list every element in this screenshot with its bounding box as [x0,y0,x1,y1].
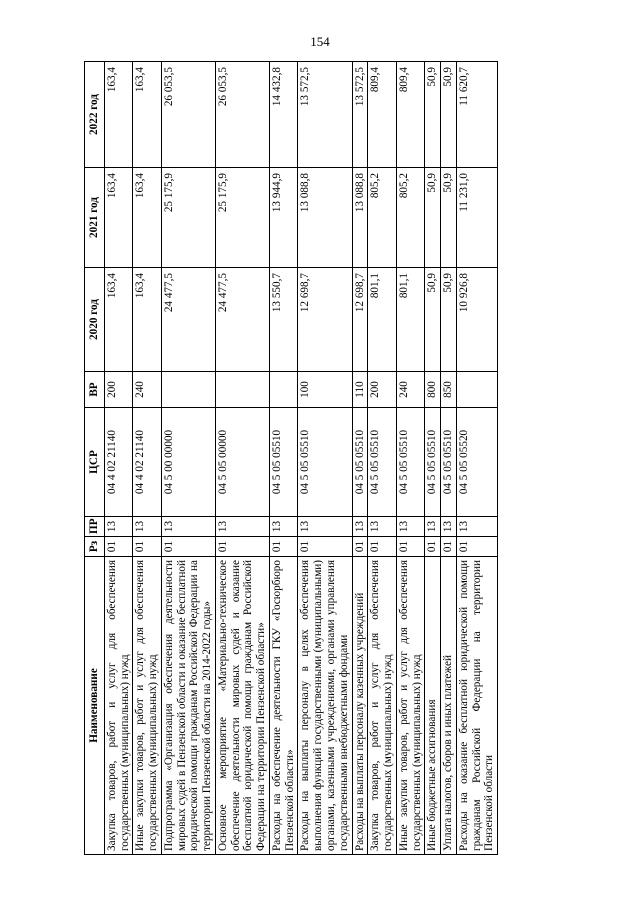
table-row [425,62,441,855]
table-cell-rz: 01 [269,537,298,557]
table-cell-csr: 04 5 05 05510 [368,408,397,517]
table-cell-vr: 240 [133,372,162,408]
table-cell-2021: 50,9 [425,168,441,268]
table-cell-2022: 50,9 [425,62,441,168]
table-cell-name: Закупка товаров, работ и услуг для обеспечения государственных (муниципальных) нужд [368,557,397,855]
table-cell-2021: 11 231,0 [456,168,497,268]
table-cell-csr: 04 5 00 00000 [161,408,215,517]
table-cell-2022: 14 432,8 [269,62,298,168]
table-cell-2020: 13 550,7 [269,268,298,372]
table-cell-name: Основное мероприятие «Материально-техническое обеспечение деятельности мировых судей и оказание бесплатной юридической помощи гражданам Российской Федерации на территории Пензенской области» [215,557,269,855]
header-vr: ВР [85,372,105,408]
table-cell-vr [269,372,298,408]
table-cell-pr: 13 [133,517,162,537]
table-cell-rz: 01 [215,537,269,557]
table-cell-vr: 800 [425,372,441,408]
table-cell-2021: 163,4 [133,168,162,268]
table-cell-vr: 850 [441,372,457,408]
table-cell-pr: 13 [161,517,215,537]
table-cell-2022: 26 053,5 [215,62,269,168]
table-cell-2022: 13 572,5 [298,62,352,168]
table-cell-rz: 01 [298,537,352,557]
table-cell-rz: 01 [368,537,397,557]
table-cell-2020: 801,1 [368,268,397,372]
table-cell-vr [456,372,497,408]
table-body [104,62,497,855]
table-cell-pr: 13 [215,517,269,537]
table-cell-name: Иные закупки товаров, работ и услуг для обеспечения государственных (муниципальных) нужд [396,557,425,855]
table-cell-csr: 04 5 05 00000 [215,408,269,517]
table-cell-vr: 200 [368,372,397,408]
table-cell-2020: 12 698,7 [298,268,352,372]
table-cell-name: Расходы на обеспечение деятельности ГКУ «Госюрбюро Пензенской области» [269,557,298,855]
table-cell-pr: 13 [298,517,352,537]
table-cell-2020: 24 477,5 [161,268,215,372]
table-cell-2021: 163,4 [104,168,133,268]
header-row [85,62,105,855]
table-cell-2022: 809,4 [396,62,425,168]
table-cell-pr: 13 [104,517,133,537]
table-row [133,62,162,855]
table-cell-rz: 01 [104,537,133,557]
table-cell-csr: 04 4 02 21140 [133,408,162,517]
table-cell-name: Расходы на выплаты персоналу казенных учреждений [352,557,368,855]
table-cell-csr: 04 5 05 05510 [425,408,441,517]
table-row [352,62,368,855]
budget-table [84,61,498,855]
table-rotated [84,62,619,855]
table-cell-2020: 24 477,5 [215,268,269,372]
table-cell-name: Подпрограмма «Организация обеспечения деятельности мировых судей в Пензенской области и оказание бесплатной юридической помощи гражданам Российской Федерации на территории Пензенской области на 2014-2022 годы» [161,557,215,855]
table-cell-2021: 25 175,9 [161,168,215,268]
table-row [104,62,133,855]
table-cell-rz: 01 [133,537,162,557]
table-cell-vr: 100 [298,372,352,408]
table-region [84,62,619,855]
table-cell-rz: 01 [441,537,457,557]
header-2021: 2021 год [85,168,105,268]
table-cell-name: Иные закупки товаров, работ и услуг для обеспечения государственных (муниципальных) нужд [133,557,162,855]
table-cell-pr: 13 [441,517,457,537]
table-cell-pr: 13 [269,517,298,537]
table-cell-2021: 805,2 [396,168,425,268]
table-cell-2020: 801,1 [396,268,425,372]
table-row [215,62,269,855]
table-cell-pr: 13 [368,517,397,537]
table-cell-2021: 50,9 [441,168,457,268]
table-cell-2021: 25 175,9 [215,168,269,268]
page-number: 154 [310,34,330,49]
table-cell-rz: 01 [352,537,368,557]
table-row [368,62,397,855]
table-cell-2021: 805,2 [368,168,397,268]
table-cell-csr: 04 5 05 05510 [396,408,425,517]
table-cell-name: Расходы на оказание бесплатной юридической помощи гражданам Российской Федерации на территории Пензенской области [456,557,497,855]
table-cell-2021: 13 088,8 [298,168,352,268]
table-cell-name: Уплата налогов, сборов и иных платежей [441,557,457,855]
table-cell-csr: 04 5 05 05510 [441,408,457,517]
header-rz: Рз [85,537,105,557]
table-cell-csr: 04 5 05 05510 [298,408,352,517]
table-cell-2022: 163,4 [104,62,133,168]
table-cell-vr [215,372,269,408]
table-cell-csr: 04 5 05 05510 [352,408,368,517]
table-row [269,62,298,855]
table-cell-2022: 11 620,7 [456,62,497,168]
table-row [298,62,352,855]
table-cell-csr: 04 5 05 05510 [269,408,298,517]
table-cell-pr: 13 [456,517,497,537]
table-cell-2020: 50,9 [441,268,457,372]
header-csr: ЦСР [85,408,105,517]
table-cell-vr: 200 [104,372,133,408]
table-cell-name: Иные бюджетные ассигнования [425,557,441,855]
table-row [456,62,497,855]
table-cell-2020: 163,4 [104,268,133,372]
table-row [396,62,425,855]
table-cell-name: Закупка товаров, работ и услуг для обеспечения государственных (муниципальных) нужд [104,557,133,855]
table-cell-2021: 13 944,9 [269,168,298,268]
table-cell-vr [161,372,215,408]
table-cell-2022: 50,9 [441,62,457,168]
table-row [161,62,215,855]
table-cell-2020: 10 926,8 [456,268,497,372]
table-cell-pr: 13 [425,517,441,537]
table-cell-name: Расходы на выплаты персоналу в целях обеспечения выполнения функций государственными (муниципальными) органами, казенными учреждениями, органами управления государственными внебюджетными фондами [298,557,352,855]
header-name: Наименование [85,557,105,855]
table-cell-2022: 13 572,5 [352,62,368,168]
table-cell-csr: 04 5 05 05520 [456,408,497,517]
table-cell-vr: 240 [396,372,425,408]
table-cell-2020: 163,4 [133,268,162,372]
table-cell-2020: 12 698,7 [352,268,368,372]
table-row [441,62,457,855]
table-cell-vr: 110 [352,372,368,408]
table-cell-2021: 13 088,8 [352,168,368,268]
header-pr: ПР [85,517,105,537]
table-header [85,62,105,855]
table-cell-rz: 01 [456,537,497,557]
table-cell-pr: 13 [396,517,425,537]
table-cell-csr: 04 4 02 21140 [104,408,133,517]
header-2022: 2022 год [85,62,105,168]
table-cell-2020: 50,9 [425,268,441,372]
table-cell-rz: 01 [396,537,425,557]
table-cell-rz: 01 [161,537,215,557]
table-cell-2022: 26 053,5 [161,62,215,168]
table-cell-2022: 163,4 [133,62,162,168]
table-cell-pr: 13 [352,517,368,537]
header-2020: 2020 год [85,268,105,372]
table-cell-rz: 01 [425,537,441,557]
table-cell-2022: 809,4 [368,62,397,168]
